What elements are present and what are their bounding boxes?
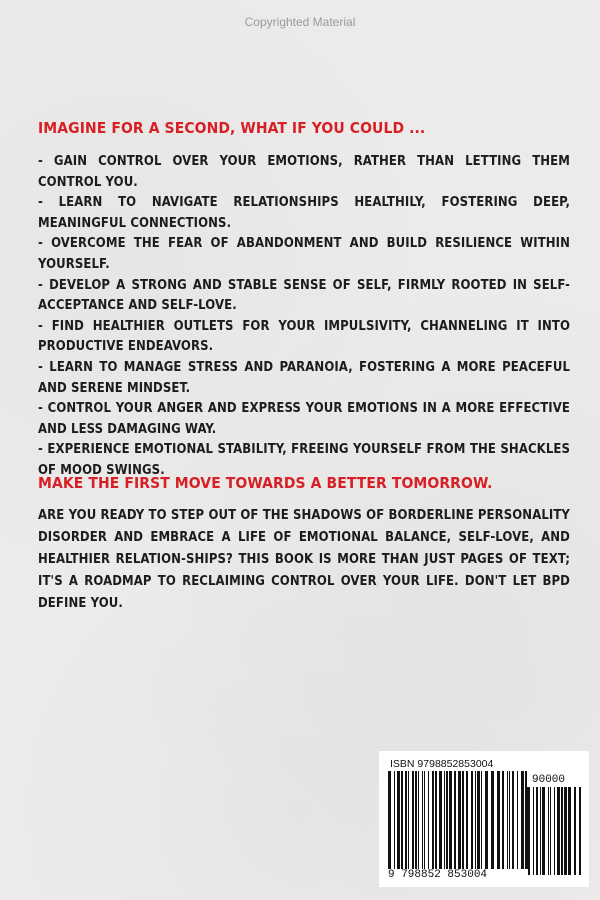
barcode-bar [439,771,442,875]
barcode-digits: 9 798852 853004 [388,869,528,881]
barcode-bar [574,787,576,875]
barcode-bar [458,771,461,875]
barcode-bar [432,771,434,875]
benefit-item: - OVERCOME THE FEAR OF ABANDONMENT AND BUILD RESILIENCE WITHIN YOURSELF. [38,236,570,272]
barcode-bar [388,771,391,875]
benefit-item: - LEARN TO MANAGE STRESS AND PARANOIA, FOSTERING A MORE PEACEFUL AND SERENE MINDSET. [38,359,570,396]
benefit-list [38,152,570,482]
barcode-bar [554,787,555,875]
isbn-label: ISBN 9798852853004 [390,758,494,770]
barcode-bar [540,787,541,875]
barcode-bar [475,771,476,875]
ean-barcode-bars [388,771,528,875]
barcode-bar [517,771,518,875]
barcode-bar [561,787,563,875]
barcode-bar [446,771,448,875]
barcode-bar [568,787,571,875]
barcode-bar [408,771,409,875]
barcode-bar [579,787,581,875]
heading-first-move: MAKE THE FIRST MOVE TOWARDS A BETTER TOMORROW. [38,474,493,492]
barcode-bar [415,771,417,875]
barcode-bar [497,771,500,875]
benefit-item: - CONTROL YOUR ANGER AND EXPRESS YOUR EMOTIONS IN A MORE EFFECTIVE AND LESS DAMAGING WAY. [38,401,570,437]
barcode-bar [418,771,419,875]
barcode-bar [550,787,551,875]
barcode-bar [507,771,508,875]
barcode-bar [491,771,494,875]
barcode-bar [485,771,488,875]
barcode-bar [512,771,514,875]
barcode-bar [557,787,560,875]
barcode-bar [424,771,425,875]
benefit-item: - GAIN CONTROL OVER YOUR EMOTIONS, RATHER THAN LETTING THEM CONTROL YOU. [38,154,570,190]
barcode-bar [521,771,524,875]
barcode-bar [542,787,545,875]
barcode-bar [548,787,549,875]
barcode-bar [401,771,403,875]
benefit-item: - LEARN TO NAVIGATE RELATIONSHIPS HEALTHILY, FOSTERING DEEP, MEANINGFUL CONNECTIONS. [38,195,570,231]
barcode-bar [564,787,567,875]
barcode-bar [536,787,538,875]
barcode-bar [397,771,400,875]
benefit-item: - DEVELOP A STRONG AND STABLE SENSE OF SELF, FIRMLY ROOTED IN SELF-ACCEPTANCE AND SELF-LOVE. [38,277,570,314]
closing-paragraph: ARE YOU READY TO STEP OUT OF THE SHADOWS OF BORDERLINE PERSONALITY DISORDER AND EMBRACE A LIFE OF EMOTIONAL BALANCE, SELF-LOVE, AND HEALTHIER RELATION-SHIPS? THIS BOOK IS MORE THAN JUST PAGES OF TEXT; IT'S A ROADMAP TO RECLAIMING CONTROL OVER YOUR LIFE. DON'T LET BPD DEFINE YOU. [38,508,570,611]
barcode-bar [449,771,452,875]
barcode-bar [412,771,414,875]
barcode-bar [428,771,429,875]
heading-imagine: IMAGINE FOR A SECOND, WHAT IF YOU COULD ... [38,119,426,137]
barcode-bar [405,771,407,875]
benefit-item: - EXPERIENCE EMOTIONAL STABILITY, FREEING YOURSELF FROM THE SHACKLES OF MOOD SWINGS. [38,442,570,478]
benefit-item: - FIND HEALTHIER OUTLETS FOR YOUR IMPULSIVITY, CHANNELING IT INTO PRODUCTIVE ENDEAVORS. [38,318,570,355]
price-code: 90000 [532,774,566,786]
barcode-bar [454,771,456,875]
barcode-bar [509,771,510,875]
addon-barcode-bars [527,787,581,875]
copyright-notice: Copyrighted Material [244,15,356,29]
barcode-bar [444,771,445,875]
barcode-bar [527,787,530,875]
barcode-bar [533,787,534,875]
isbn-barcode-panel [379,751,589,887]
barcode-bar [471,771,473,875]
barcode-bar [466,771,468,875]
barcode-bar [462,771,464,875]
barcode-bar [394,771,395,875]
barcode-bar [477,771,480,875]
barcode-bar [422,771,423,875]
barcode-bar [502,771,504,875]
barcode-bar [435,771,437,875]
barcode-bar [481,771,482,875]
